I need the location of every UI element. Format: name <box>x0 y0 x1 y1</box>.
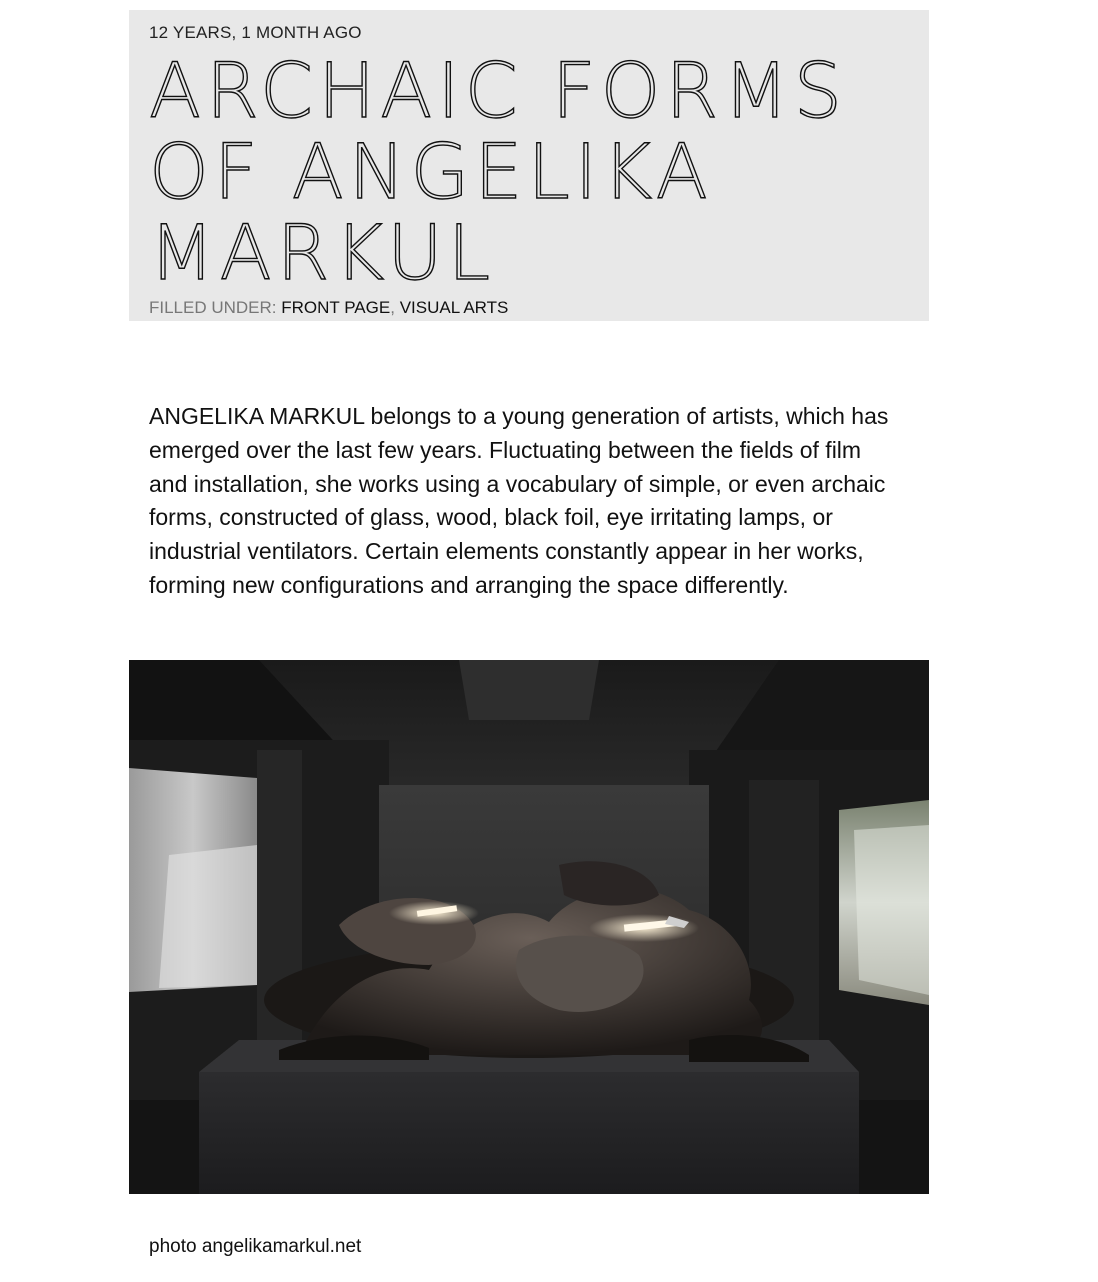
category-separator: , <box>390 298 395 317</box>
category-link-visual-arts[interactable]: VISUAL ARTS <box>399 298 509 317</box>
installation-image <box>129 660 929 1194</box>
category-link-front-page[interactable]: FRONT PAGE <box>281 298 391 317</box>
filed-under <box>149 297 909 319</box>
article-photo <box>129 660 929 1194</box>
filed-under-label: FILLED UNDER: <box>149 298 277 317</box>
article-header <box>129 10 929 321</box>
article-title: ARCHAIC FORMS OF ANGELIKA MARKUL <box>149 46 848 297</box>
post-timestamp: 12 YEARS, 1 MONTH AGO <box>149 23 362 42</box>
photo-caption: photo angelikamarkul.net <box>149 1236 362 1257</box>
article-body: ANGELIKA MARKUL belongs to a young generation of artists, which has emerged over the last few years. Fluctuating between the fields of film and installation, she works using a vocabulary of simple, or even archaic forms, constructed of glass, wood, black foil, eye irritating lamps, or industrial ventilators. Certain elements constantly appear in her works, forming new configurations and arranging the space differently. <box>149 403 889 598</box>
